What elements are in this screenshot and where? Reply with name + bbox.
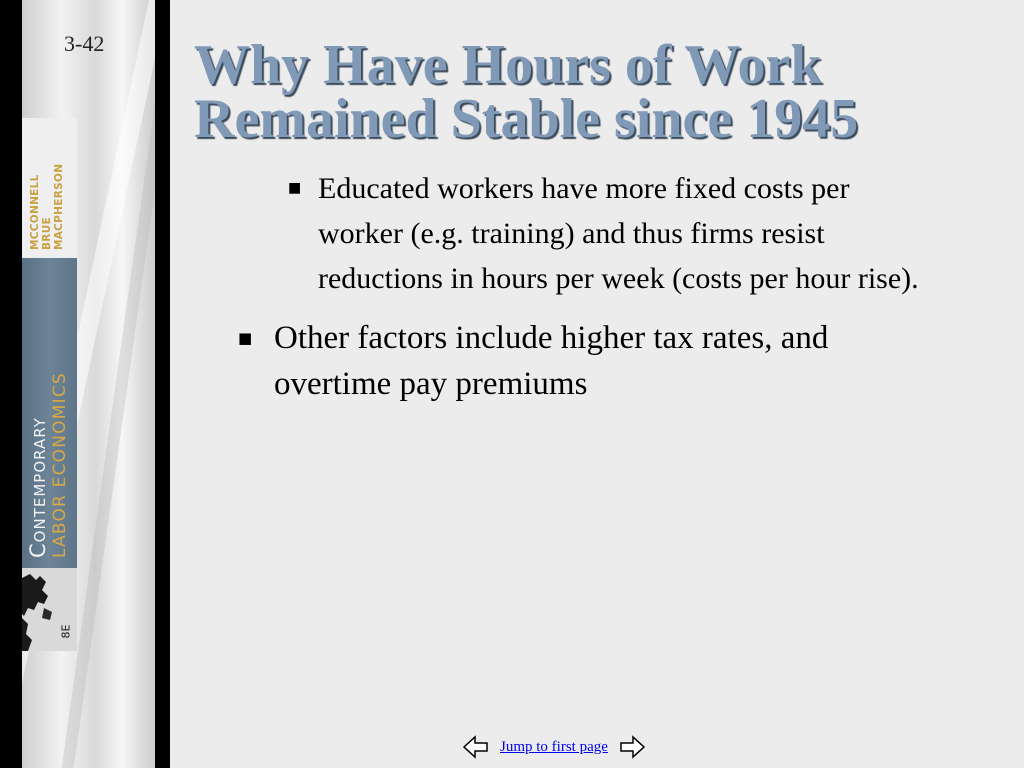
bullet-text: Other factors include higher tax rates, and overtime pay premiums	[274, 320, 829, 402]
footer-navigation	[462, 732, 646, 762]
slide-title-line2: Remained Stable since 1945	[194, 88, 859, 150]
bullet-item-main	[238, 315, 894, 407]
book-cover	[22, 118, 77, 651]
cover-authors	[22, 118, 77, 258]
cover-author: MCCONNELL	[29, 174, 41, 250]
right-arrow-icon[interactable]	[618, 734, 646, 760]
slide-title	[194, 34, 1014, 150]
edition-label: 8E	[59, 624, 73, 639]
jump-to-first-page-link[interactable]: Jump to first page	[500, 738, 608, 755]
bullet-text: Educated workers have more fixed costs per worker (e.g. training) and thus firms resist reductions in hours per week (costs per hour rise).	[318, 172, 919, 295]
cover-author: BRUE	[41, 217, 53, 250]
square-bullet-icon: ■	[238, 329, 253, 347]
bullet-item-sub	[288, 166, 938, 301]
square-bullet-icon: ■	[288, 180, 302, 196]
cover-author: MACPHERSON	[53, 163, 65, 250]
bullet-list	[230, 166, 960, 407]
cover-title-line1: Contemporary	[26, 417, 50, 558]
cover-title-line2: LABOR ECONOMICS	[50, 372, 70, 558]
silhouette-icon	[22, 568, 77, 651]
cover-title	[22, 258, 77, 568]
cover-art	[22, 568, 77, 651]
slide-title-line1: Why Have Hours of Work	[194, 34, 822, 96]
left-arrow-icon[interactable]	[462, 734, 490, 760]
slide-number: 3-42	[64, 31, 105, 56]
